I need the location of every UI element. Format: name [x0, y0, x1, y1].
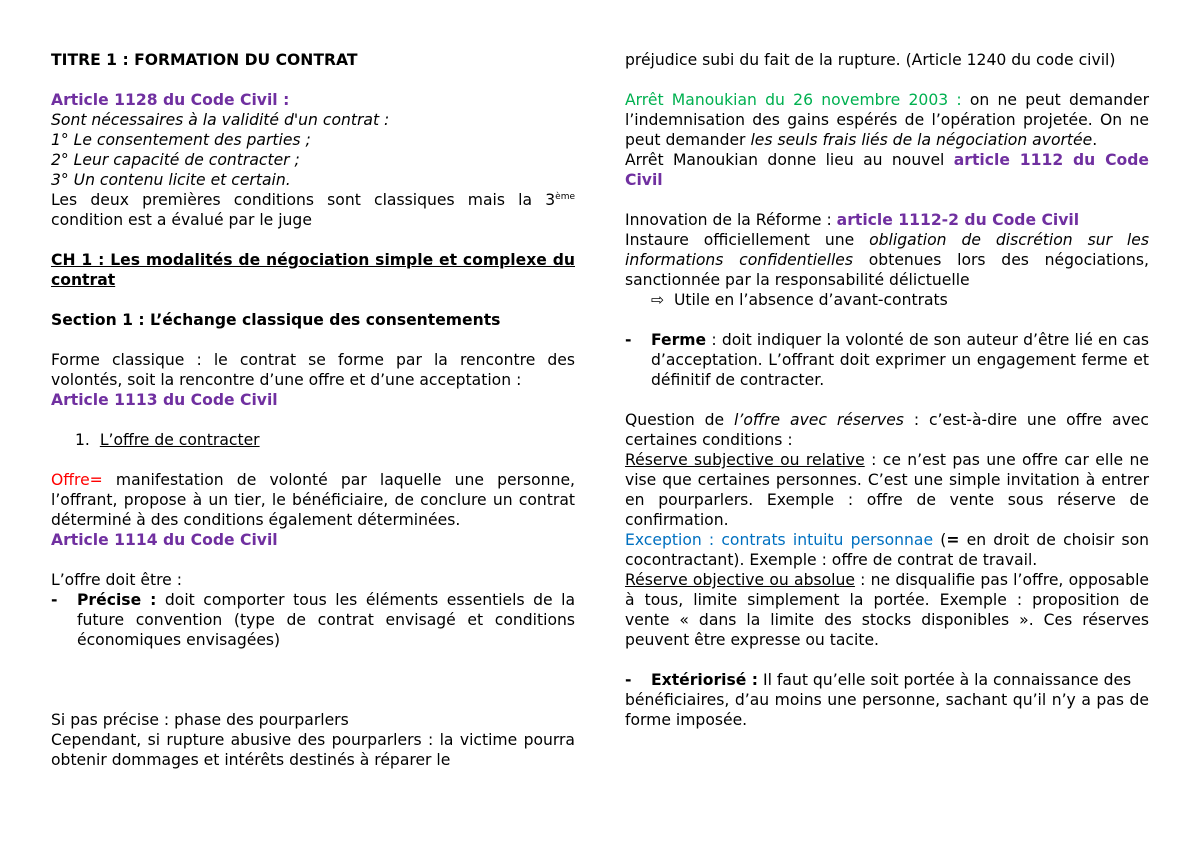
exception-intuitu: Exception : contrats intuitu personnae (= en droit de choisir son cocontractant). Exemple : offre de contrat de travail. [625, 531, 1149, 569]
article-1128-intro: Sont nécessaires à la validité d'un contrat : [51, 111, 390, 129]
offre-definition: Offre= manifestation de volonté par laquelle une personne, l’offrant, propose à un tier, le bénéficiaire, de conclure un contrat déterminé à des conditions également déterminées. [51, 471, 575, 529]
offre-doit-etre: L’offre doit être : [51, 571, 182, 589]
chapter-1-heading: CH 1 : Les modalités de négociation simple et complexe du contrat [51, 251, 575, 289]
arret-article-1112: Arrêt Manoukian donne lieu au nouvel article 1112 du Code Civil [625, 151, 1150, 189]
dash-bullet: - [625, 671, 632, 689]
classic-conditions-note: Les deux premières conditions sont classiques mais la 3ème condition est a évalué par le juge [51, 191, 575, 229]
right-column [625, 50, 1149, 730]
condition-2: 2° Leur capacité de contracter ; [51, 151, 300, 169]
bullet-precise: - Précise : doit comporter tous les éléments essentiels de la future convention (type de contrat envisagé et conditions économiques envisagées) [51, 591, 575, 649]
arret-manoukian-paragraph: Arrêt Manoukian du 26 novembre 2003 : on ne peut demander l’indemnisation des gains espérés de l’opération projetée. On ne peut demander les seuls frais liés de la négociation avortée. [625, 91, 1149, 149]
section-1-heading: Section 1 : L’échange classique des consentements [51, 311, 501, 329]
dash-bullet: - [51, 591, 58, 609]
bullet-exteriorise: - Extériorisé : Il faut qu’elle soit portée à la connaissance des [625, 671, 1132, 689]
numbered-item-offre: 1. L’offre de contracter [75, 431, 260, 449]
si-pas-precise: Si pas précise : phase des pourparlers [51, 711, 349, 729]
instaure-paragraph: Instaure officiellement une obligation de discrétion sur les informations confidentielles obtenues lors des négociations, sanctionnée par la responsabilité délictuelle [625, 231, 1149, 289]
exteriorise-continuation: bénéficiaires, d’au moins une personne, sachant qu’il n’y a pas de forme imposée. [625, 691, 1149, 729]
condition-3: 3° Un contenu licite et certain. [51, 171, 291, 189]
dash-bullet: - [625, 331, 632, 349]
condition-1: 1° Le consentement des parties ; [51, 131, 311, 149]
article-1128-heading: Article 1128 du Code Civil : [51, 91, 290, 109]
bullet-ferme: - Ferme : doit indiquer la volonté de son auteur d’être lié en cas d’acceptation. L’offrant doit exprimer un engagement ferme et définitif de contracter. [625, 331, 1149, 389]
reserve-subjective: Réserve subjective ou relative : ce n’est pas une offre car elle ne vise que certaines personnes. C’est une simple invitation à entrer en pourparlers. Exemple : offre de vente sous réserve de confirmation. [625, 451, 1149, 529]
article-1114-ref: Article 1114 du Code Civil [51, 531, 278, 549]
left-column [51, 50, 575, 770]
innovation-reforme: Innovation de la Réforme : article 1112-2 du Code Civil [625, 211, 1080, 229]
arrow-item-utile: ⇨ Utile en l’absence d’avant-contrats [651, 291, 948, 309]
article-1113-ref: Article 1113 du Code Civil [51, 391, 278, 409]
title: TITRE 1 : FORMATION DU CONTRAT [51, 51, 358, 69]
question-reserves: Question de l’offre avec réserves : c’est-à-dire une offre avec certaines conditions : [625, 411, 1149, 449]
arrow-right-icon: ⇨ [651, 291, 665, 309]
reserve-objective: Réserve objective ou absolue : ne disqualifie pas l’offre, opposable à tous, limite simplement la portée. Exemple : proposition de vente « dans la limite des stocks disponibles ». Ces réserves peuvent être expresse ou tacite. [625, 571, 1149, 649]
cependant-paragraph: Cependant, si rupture abusive des pourparlers : la victime pourra obtenir dommages et intérêts destinés à réparer le [51, 731, 575, 769]
prejudice-paragraph: préjudice subi du fait de la rupture. (Article 1240 du code civil) [625, 51, 1116, 69]
forme-classique-paragraph: Forme classique : le contrat se forme par la rencontre des volontés, soit la rencontre d’une offre et d’une acceptation : [51, 351, 575, 389]
